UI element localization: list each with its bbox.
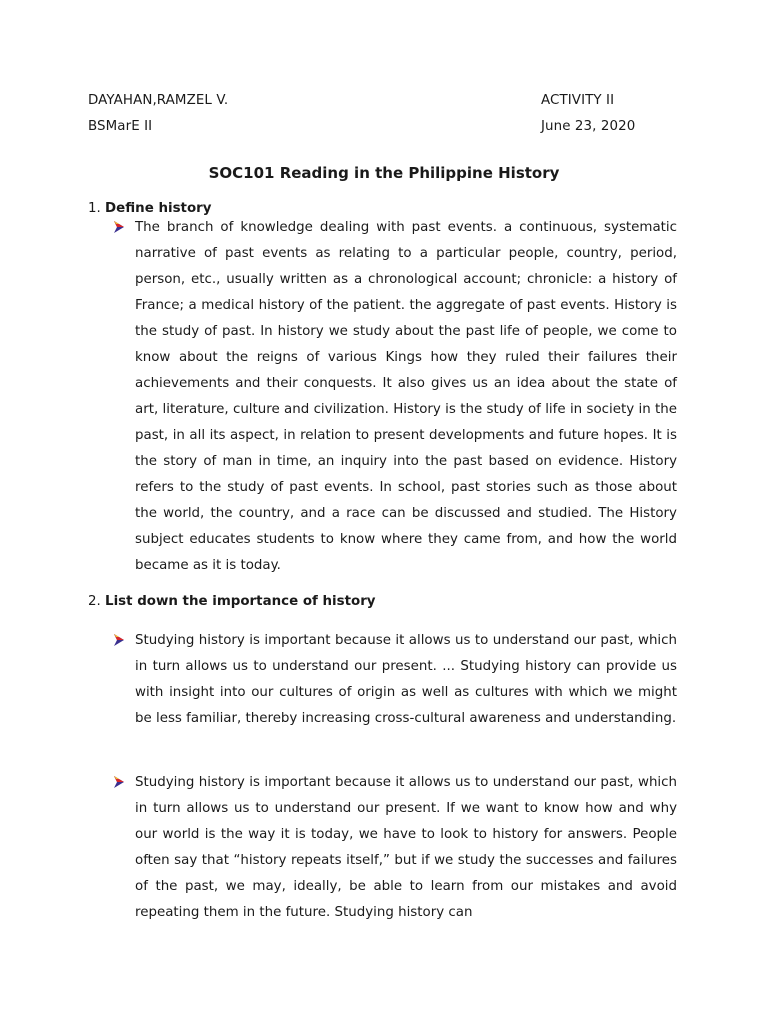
student-course: BSMarE II (88, 119, 153, 134)
activity-label: ACTIVITY II (541, 93, 615, 108)
section-title: List down the importance of history (105, 594, 376, 609)
document-date: June 23, 2020 (541, 119, 636, 134)
section-title: Define history (105, 201, 212, 216)
arrow-bullet-icon (112, 633, 126, 647)
list-item: Studying history is important because it allows us to understand our past, which in turn allows us to understand our present. If we want to know how and why our world is the way it is today, we have to look to history for answers. People often say that “history repeats itself,” but if we study the successes and failures of the past, we may, ideally, be able to learn from our mistakes and avoid repeating them in the future. Studying history can (135, 775, 677, 920)
section-heading (88, 201, 211, 216)
student-name: DAYAHAN,RAMZEL V. (88, 93, 229, 108)
arrow-bullet-icon (112, 220, 126, 234)
list-item: Studying history is important because it allows us to understand our past, which in turn allows us to understand our present. ... Studying history can provide us with insight into our cultures of origin as well as cultures with which we might be less familiar, thereby increasing cross-cultural awareness and understanding. (135, 633, 677, 726)
section-number: 1. (88, 201, 101, 216)
list-item: The branch of knowledge dealing with past events. a continuous, systematic narrative of past events as relating to a particular people, country, period, person, etc., usually written as a chronological account; chronicle: a history of France; a medical history of the patient. the aggregate of past events. History is the study of past. In history we study about the past life of people, we come to know about the reigns of various Kings how they ruled their failures their achievements and their conquests. It also gives us an idea about the state of art, literature, culture and civilization. History is the study of life in society in the past, in all its aspect, in relation to present developments and future hopes. It is the story of man in time, an inquiry into the past based on evidence. History refers to the study of past events. In school, past stories such as those about the world, the country, and a race can be discussed and studied. The History subject educates students to know where they came from, and how the world became as it is today. (135, 220, 677, 573)
section-number: 2. (88, 594, 101, 609)
document-title: SOC101 Reading in the Philippine History (208, 164, 560, 182)
arrow-bullet-icon (112, 775, 126, 789)
section-heading (88, 594, 376, 609)
